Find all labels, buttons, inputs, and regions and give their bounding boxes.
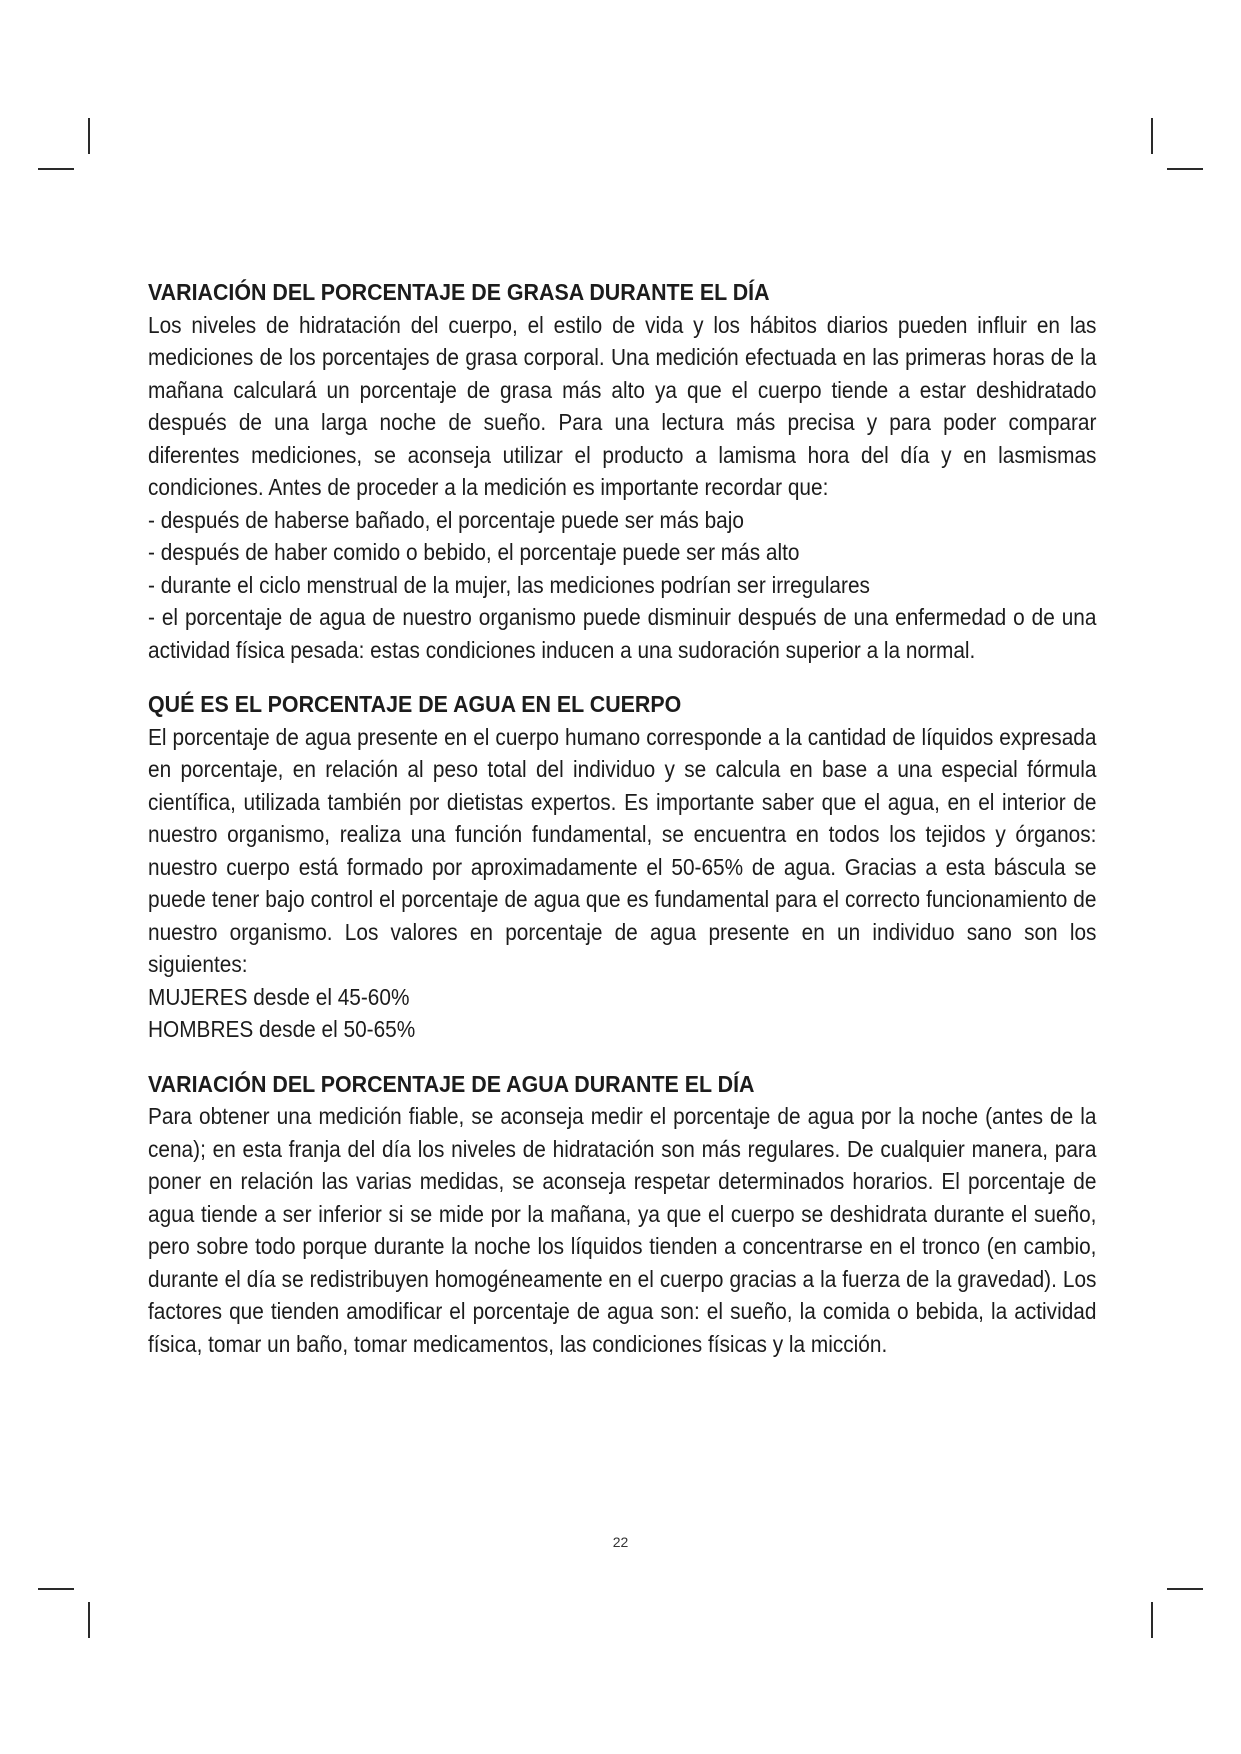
section-heading: VARIACIÓN DEL PORCENTAJE DE GRASA DURANTE EL DÍA xyxy=(148,279,770,305)
crop-mark-top-right-vertical xyxy=(1151,118,1153,154)
crop-mark-bottom-left-vertical xyxy=(88,1602,90,1638)
document-content xyxy=(148,276,1096,1382)
section-paragraph: Los niveles de hidratación del cuerpo, el estilo de vida y los hábitos diarios pueden influir en las mediciones de los porcentajes de grasa corporal. Una medición efectuada en las primeras horas de la mañana calculará un porcentaje de grasa más alto ya que el cuerpo tiende a estar deshidratado después de una larga noche de sueño. Para una lectura más precisa y para poder comparar diferentes mediciones, se aconseja utilizar el producto a lamisma hora del día y en lasmismas condiciones. Antes de proceder a la medición es importante recordar que: xyxy=(148,311,1097,500)
section-fat-variation xyxy=(148,276,1096,666)
crop-mark-bottom-right-vertical xyxy=(1151,1602,1153,1638)
crop-mark-bottom-left-horizontal xyxy=(38,1588,74,1590)
list-item: - durante el ciclo menstrual de la mujer, las mediciones podrían ser irregulares xyxy=(148,571,870,598)
section-paragraph: El porcentaje de agua presente en el cuerpo humano corresponde a la cantidad de líquidos expresada en porcentaje, en relación al peso total del individuo y se calcula en base a una especial fórmula científica, utilizada también por dietistas expertos. Es importante saber que el agua, en el interior de nuestro organismo, realiza una función fundamental, se encuentra en todos los tejidos y órganos: nuestro cuerpo está formado por aproximadamente el 50-65% de agua. Gracias a esta báscula se puede tener bajo control el porcentaje de agua que es fundamental para el correcto funcionamiento de nuestro organismo. Los valores en porcentaje de agua presente en un individuo sano son los siguientes: xyxy=(148,723,1097,977)
crop-mark-bottom-right-horizontal xyxy=(1167,1588,1203,1590)
page-number: 22 xyxy=(612,1534,629,1550)
value-men: HOMBRES desde el 50-65% xyxy=(148,1016,416,1042)
section-heading: QUÉ ES EL PORCENTAJE DE AGUA EN EL CUERPO xyxy=(148,691,682,717)
section-water-variation xyxy=(148,1068,1096,1361)
crop-mark-top-left-vertical xyxy=(88,118,90,154)
crop-mark-top-left-horizontal xyxy=(38,168,74,170)
section-heading: VARIACIÓN DEL PORCENTAJE DE AGUA DURANTE EL DÍA xyxy=(148,1070,755,1097)
list-item-long: - el porcentaje de agua de nuestro organismo puede disminuir después de una enfermedad o de una actividad física pesada: estas condiciones inducen a una sudoración superior a la normal. xyxy=(148,604,1097,663)
crop-mark-top-right-horizontal xyxy=(1167,168,1203,170)
list-item: - después de haberse bañado, el porcentaje puede ser más bajo xyxy=(148,506,744,533)
section-paragraph: Para obtener una medición fiable, se aconseja medir el porcentaje de agua por la noche (antes de la cena); en esta franja del día los niveles de hidratación son más regulares. De cualquier manera, para poner en relación las varias medidas, se aconseja respetar determinados horarios. El porcentaje de agua tiende a ser inferior si se mide por la mañana, ya que el cuerpo se deshidrata durante el sueño, pero sobre todo porque durante la noche los líquidos tienden a concentrarse en el tronco (en cambio, durante el día se redistribuyen homogéneamente en el cuerpo gracias a la fuerza de la gravedad). Los factores que tienden amodificar el porcentaje de agua son: el sueño, la comida o bebida, la actividad física, tomar un baño, tomar medicamentos, las condiciones físicas y la micción. xyxy=(148,1103,1097,1357)
section-water-percentage xyxy=(148,688,1096,1046)
value-women: MUJERES desde el 45-60% xyxy=(148,983,410,1010)
list-item: - después de haber comido o bebido, el porcentaje puede ser más alto xyxy=(148,539,800,565)
